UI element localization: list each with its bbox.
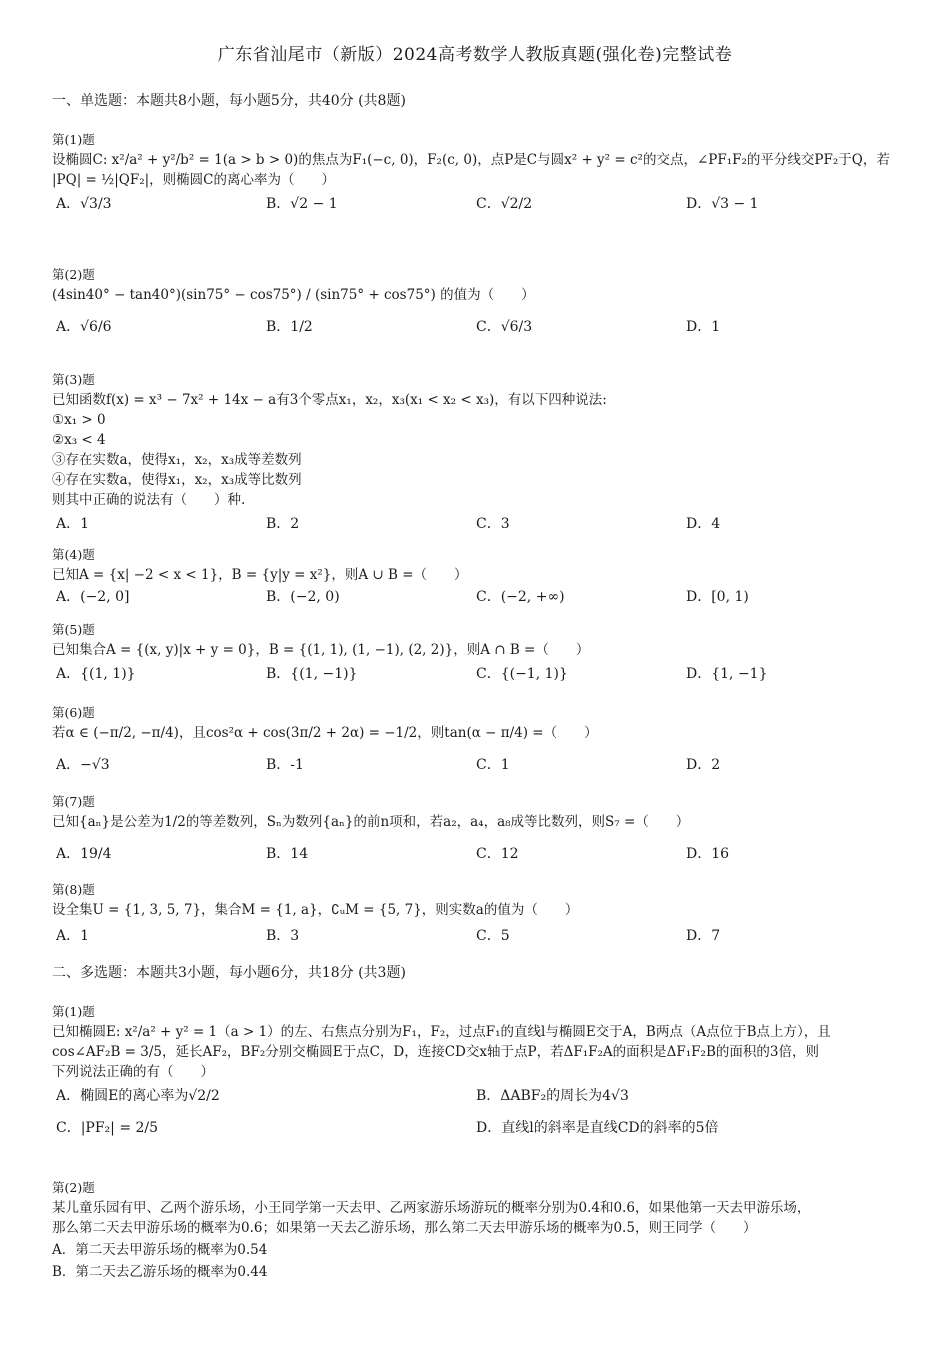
question-5 <box>52 620 902 688</box>
option-c[interactable]: C．√2/2 <box>476 196 533 212</box>
option-a[interactable]: A．第二天去甲游乐场的概率为0.54 <box>52 1242 268 1258</box>
question-text: (4sin40° − tan40°)(sin75° − cos75°) / (sin75° + cos75°) 的值为（ ） <box>52 287 535 303</box>
question-text: 设椭圆C: x²/a² + y²/b² = 1(a > b > 0)的焦点为F₁(−c, 0)，F₂(c, 0)，点P是C与圆x² + y² = c²的交点，∠PF₁F₂的平分线交PF₂于Q，若 <box>52 152 890 168</box>
option-b[interactable]: B．3 <box>266 928 300 944</box>
question-7 <box>52 792 902 868</box>
statement-4: ④存在实数a，使得x₁，x₂，x₃成等比数列 <box>52 472 302 488</box>
option-b[interactable]: B．ΔABF₂的周长为4√3 <box>476 1088 629 1104</box>
option-b[interactable]: B．-1 <box>266 757 304 773</box>
question-text: 那么第二天去甲游乐场的概率为0.6；如果第一天去乙游乐场，那么第二天去甲游乐场的概率为0.5，则王同学（ ） <box>52 1220 757 1236</box>
question-text: 已知函数f(x) = x³ − 7x² + 14x − a有3个零点x₁，x₂，x₃(x₁ < x₂ < x₃)，有以下四种说法: <box>52 392 607 408</box>
question-3 <box>52 370 902 538</box>
option-d[interactable]: D．√3 − 1 <box>686 196 759 212</box>
question-text: 下列说法正确的有（ ） <box>52 1064 214 1080</box>
question-text: 已知{aₙ}是公差为1/2的等差数列，Sₙ为数列{aₙ}的前n项和，若a₂，a₄，a₈成等比数列，则S₇ =（ ） <box>52 814 690 830</box>
question-text: 设全集U = {1, 3, 5, 7}，集合M = {1, a}，∁ᵤM = {5, 7}，则实数a的值为（ ） <box>52 902 579 918</box>
option-c[interactable]: C．3 <box>476 516 510 532</box>
question-number: 第(3)题 <box>52 372 95 387</box>
option-a[interactable]: A．{(1, 1)} <box>56 666 136 682</box>
statement-1: ①x₁ > 0 <box>52 412 106 428</box>
question-text: 已知A = {x| −2 < x < 1}，B = {y|y = x²}，则A ∪ B =（ ） <box>52 567 468 583</box>
question-number: 第(2)题 <box>52 1180 95 1195</box>
option-d[interactable]: D．直线l的斜率是直线CD的斜率的5倍 <box>476 1120 719 1136</box>
option-d[interactable]: D．7 <box>686 928 721 944</box>
question-text: 已知集合A = {(x, y)|x + y = 0}，B = {(1, 1), (1, −1), (2, 2)}，则A ∩ B =（ ） <box>52 642 590 658</box>
section-single-choice: 一、单选题：本题共8小题，每小题5分，共40分 (共8题) <box>52 93 406 109</box>
statement-2: ②x₃ < 4 <box>52 432 106 448</box>
question-number: 第(7)题 <box>52 794 95 809</box>
option-b[interactable]: B．{(1, −1)} <box>266 666 358 682</box>
option-d[interactable]: D．4 <box>686 516 721 532</box>
multi-question-2 <box>52 1178 902 1282</box>
option-b[interactable]: B．√2 − 1 <box>266 196 338 212</box>
question-6 <box>52 703 902 779</box>
question-number: 第(1)题 <box>52 1004 95 1019</box>
option-c[interactable]: C．√6/3 <box>476 319 533 335</box>
option-c[interactable]: C．12 <box>476 846 519 862</box>
question-number: 第(2)题 <box>52 267 95 282</box>
statement-3: ③存在实数a，使得x₁，x₂，x₃成等差数列 <box>52 452 302 468</box>
question-4 <box>52 545 902 611</box>
option-a[interactable]: A．椭圆E的离心率为√2/2 <box>56 1088 220 1104</box>
option-c[interactable]: C．5 <box>476 928 510 944</box>
option-c[interactable]: C．(−2, +∞) <box>476 589 565 605</box>
question-8 <box>52 880 902 950</box>
option-d[interactable]: D．16 <box>686 846 730 862</box>
option-d[interactable]: D．1 <box>686 319 721 335</box>
option-a[interactable]: A．1 <box>56 516 90 532</box>
option-c[interactable]: C．1 <box>476 757 510 773</box>
option-b[interactable]: B．2 <box>266 516 300 532</box>
option-a[interactable]: A．√3/3 <box>56 196 112 212</box>
option-c[interactable]: C．{(−1, 1)} <box>476 666 568 682</box>
option-a[interactable]: A．−√3 <box>56 757 110 773</box>
option-d[interactable]: D．[0, 1) <box>686 589 749 605</box>
question-text: 若α ∈ (−π/2, −π/4)，且cos²α + cos(3π/2 + 2α) = −1/2，则tan(α − π/4) =（ ） <box>52 725 598 741</box>
question-2 <box>52 265 902 341</box>
option-a[interactable]: A．19/4 <box>56 846 112 862</box>
question-number: 第(6)题 <box>52 705 95 720</box>
exam-title: 广东省汕尾市（新版）2024高考数学人教版真题(强化卷)完整试卷 <box>217 45 733 65</box>
question-1 <box>52 130 902 218</box>
question-number: 第(4)题 <box>52 547 95 562</box>
option-a[interactable]: A．1 <box>56 928 90 944</box>
question-number: 第(1)题 <box>52 132 95 147</box>
question-number: 第(5)题 <box>52 622 95 637</box>
option-a[interactable]: A．√6/6 <box>56 319 112 335</box>
option-c[interactable]: C．|PF₂| = 2/5 <box>56 1120 159 1136</box>
question-number: 第(8)题 <box>52 882 95 897</box>
option-b[interactable]: B．1/2 <box>266 319 313 335</box>
question-text: 已知椭圆E: x²/a² + y² = 1（a > 1）的左、右焦点分别为F₁，F₂，过点F₁的直线l与椭圆E交于A，B两点（A点位于B点上方），且 <box>52 1024 831 1040</box>
option-d[interactable]: D．{1, −1} <box>686 666 768 682</box>
option-b[interactable]: B．(−2, 0) <box>266 589 340 605</box>
option-d[interactable]: D．2 <box>686 757 721 773</box>
section-multiple-choice: 二、多选题：本题共3小题，每小题6分，共18分 (共3题) <box>52 965 406 981</box>
question-text: cos∠AF₂B = 3/5，延长AF₂，BF₂分别交椭圆E于点C，D，连接CD交x轴于点P，若ΔF₁F₂A的面积是ΔF₁F₂B的面积的3倍，则 <box>52 1044 819 1060</box>
question-text: 某儿童乐园有甲、乙两个游乐场，小王同学第一天去甲、乙两家游乐场游玩的概率分别为0.4和0.6，如果他第一天去甲游乐场， <box>52 1200 811 1216</box>
option-b[interactable]: B．第二天去乙游乐场的概率为0.44 <box>52 1264 268 1280</box>
option-b[interactable]: B．14 <box>266 846 309 862</box>
option-a[interactable]: A．(−2, 0] <box>56 589 130 605</box>
question-text: 则其中正确的说法有（ ）种. <box>52 492 246 508</box>
multi-question-1 <box>52 1002 902 1142</box>
question-text: |PQ| = ½|QF₂|，则椭圆C的离心率为（ ） <box>52 172 335 188</box>
